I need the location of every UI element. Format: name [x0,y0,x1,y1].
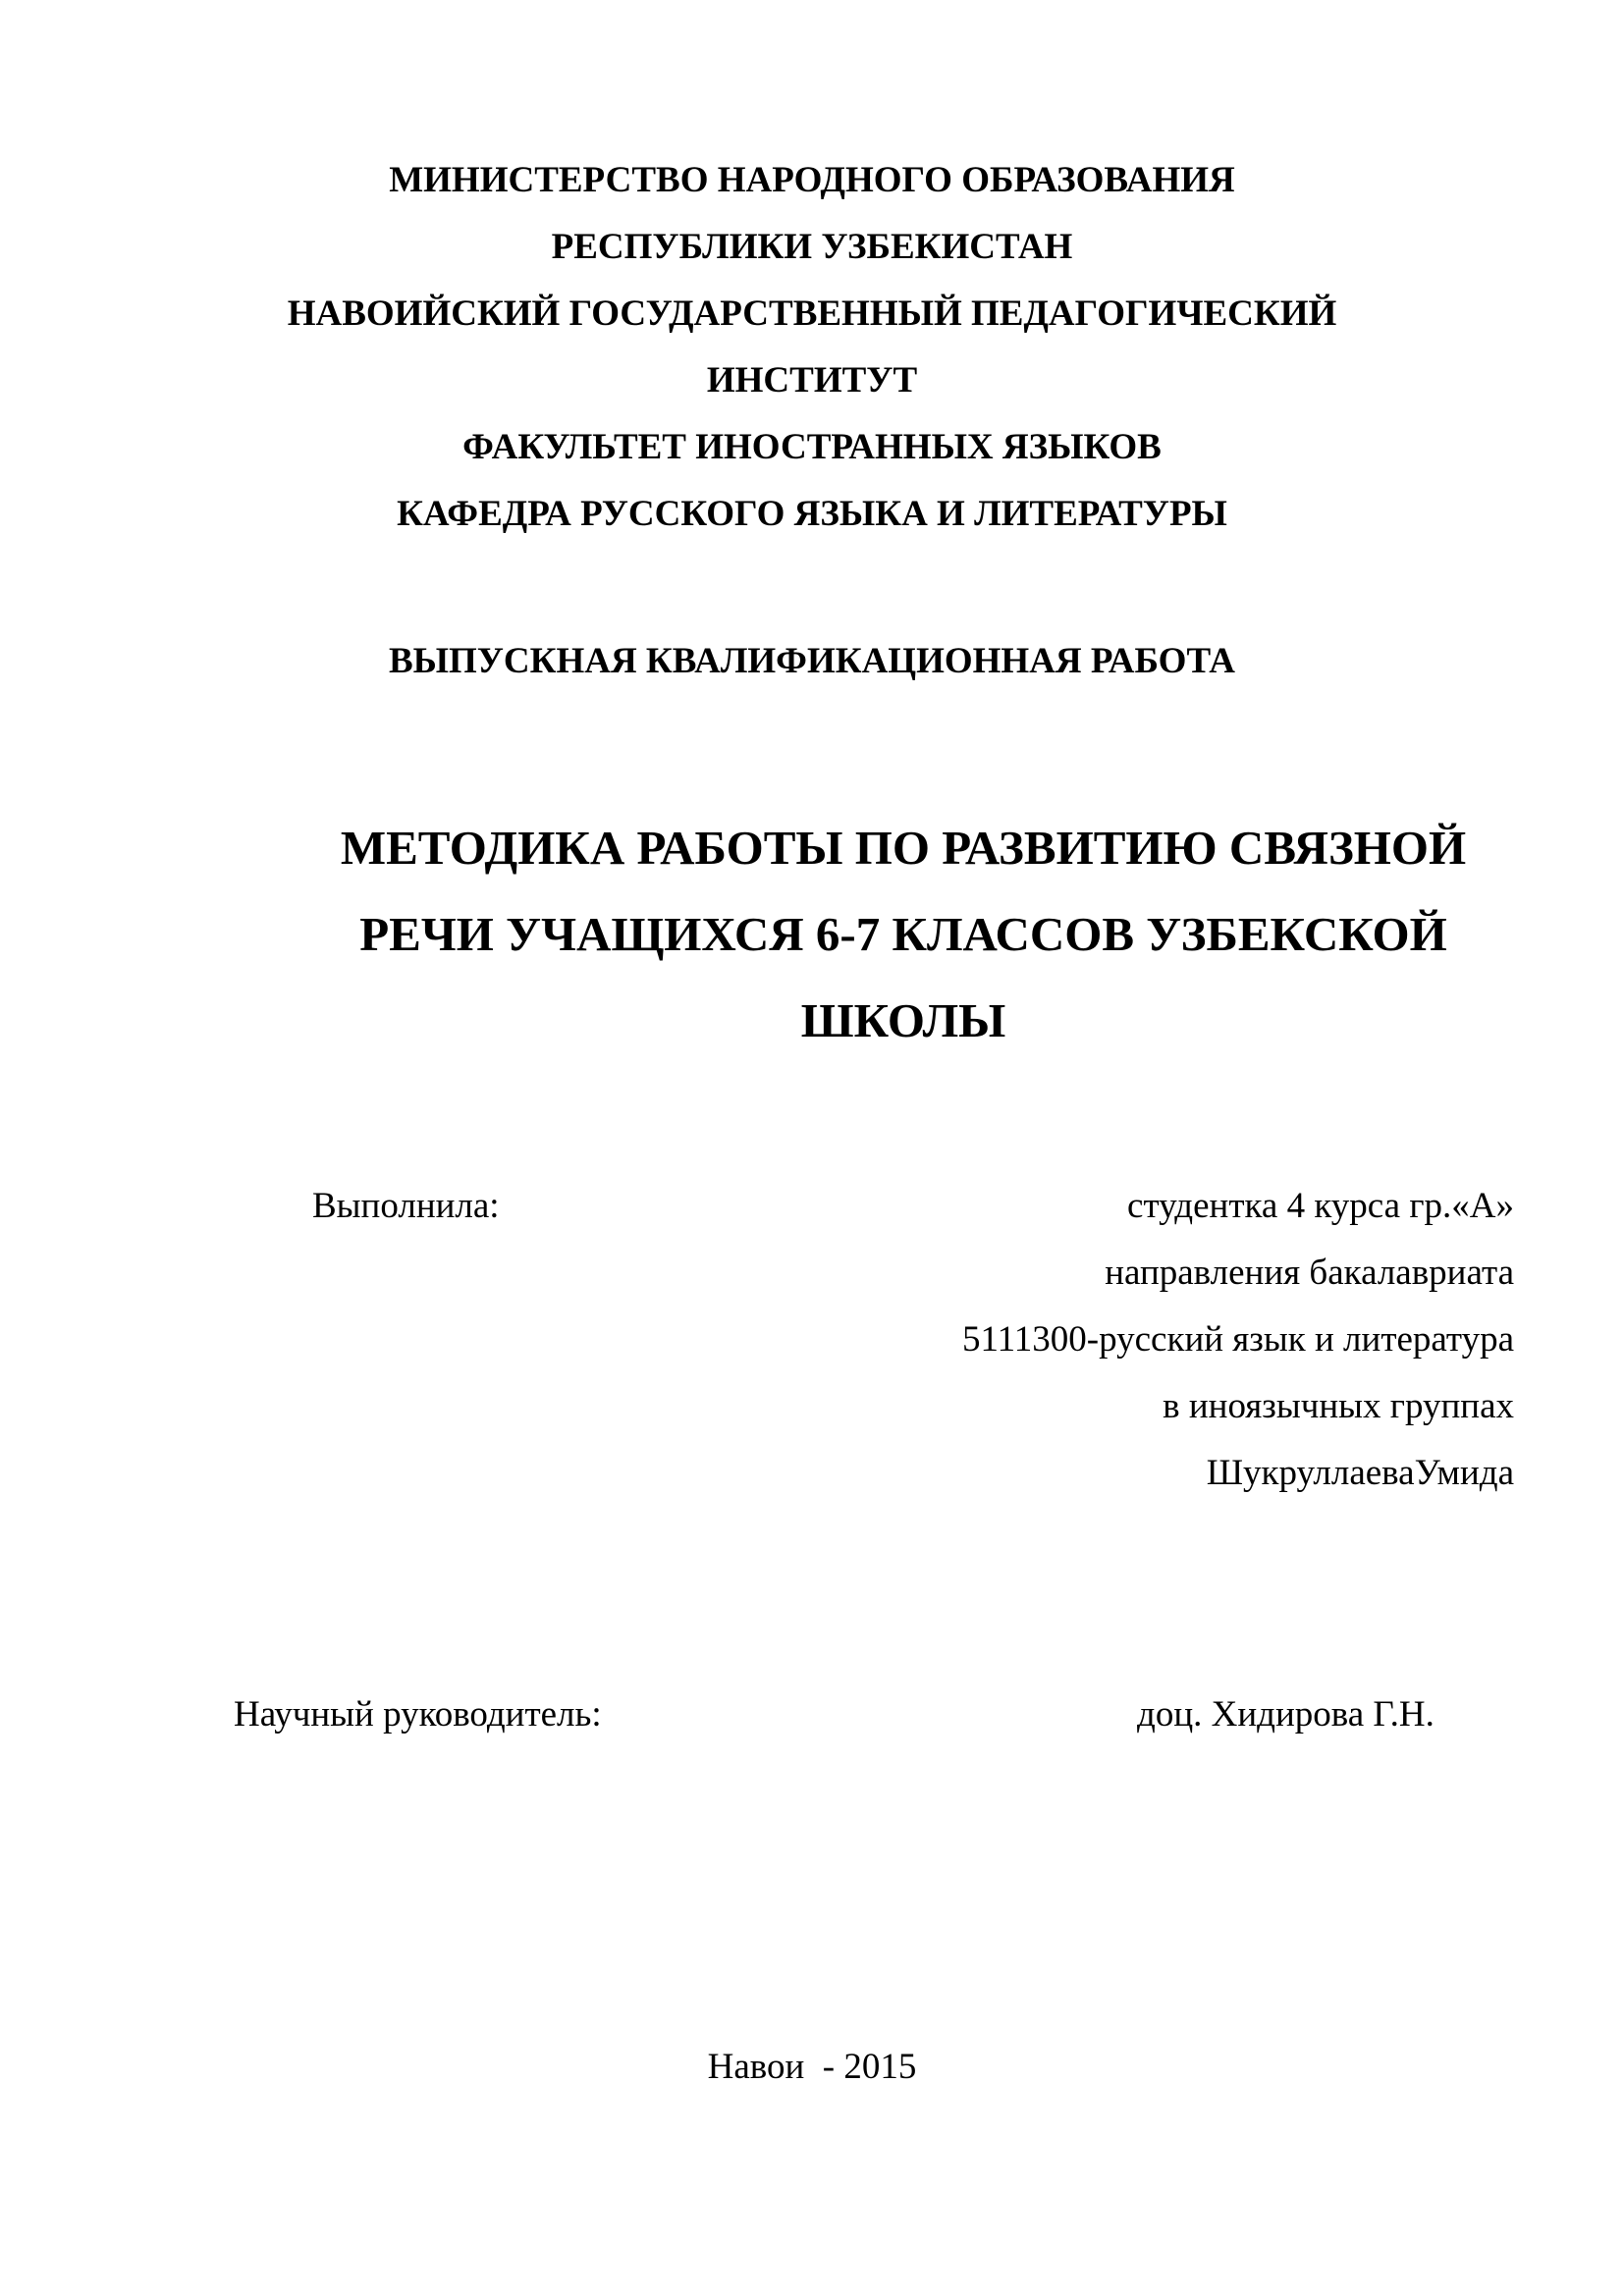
thesis-title-line-3: ШКОЛЫ [800,993,1006,1047]
performer-details [962,1173,1514,1507]
work-type: ВЫПУСКНАЯ КВАЛИФИКАЦИОННАЯ РАБОТА [388,641,1236,681]
supervisor-label: Научный руководитель: [234,1694,602,1735]
institution-header [0,147,1624,548]
faculty-line: ФАКУЛЬТЕТ ИНОСТРАННЫХ ЯЗЫКОВ [462,427,1162,467]
institute-line-2: ИНСТИТУТ [706,360,918,400]
performer-label: Выполнила: [312,1186,500,1226]
performer-groups: в иноязычных группах [1163,1386,1514,1426]
ministry-line-1: МИНИСТЕРСТВО НАРОДНОГО ОБРАЗОВАНИЯ [389,160,1235,200]
supervisor-name: доц. Хидирова Г.Н. [1137,1694,1435,1735]
performer-name: ШукруллаеваУмида [1206,1453,1514,1493]
thesis-title-line-1: МЕТОДИКА РАБОТЫ ПО РАЗВИТИЮ СВЯЗНОЙ [340,821,1467,875]
thesis-title [295,805,1512,1064]
performer-direction: направления бакалавриата [1105,1253,1514,1293]
ministry-line-2: РЕСПУБЛИКИ УЗБЕКИСТАН [551,227,1073,267]
place-year: Навои - 2015 [707,2047,917,2087]
thesis-title-line-2: РЕЧИ УЧАЩИХСЯ 6-7 КЛАССОВ УЗБЕКСКОЙ [359,907,1447,961]
institute-line-1: НАВОИЙСКИЙ ГОСУДАРСТВЕННЫЙ ПЕДАГОГИЧЕСКИЙ [287,294,1337,334]
department-line: КАФЕДРА РУССКОГО ЯЗЫКА И ЛИТЕРАТУРЫ [397,494,1227,534]
performer-specialty: 5111300-русский язык и литература [962,1319,1514,1360]
performer-course: студентка 4 курса гр.«А» [1127,1186,1514,1226]
